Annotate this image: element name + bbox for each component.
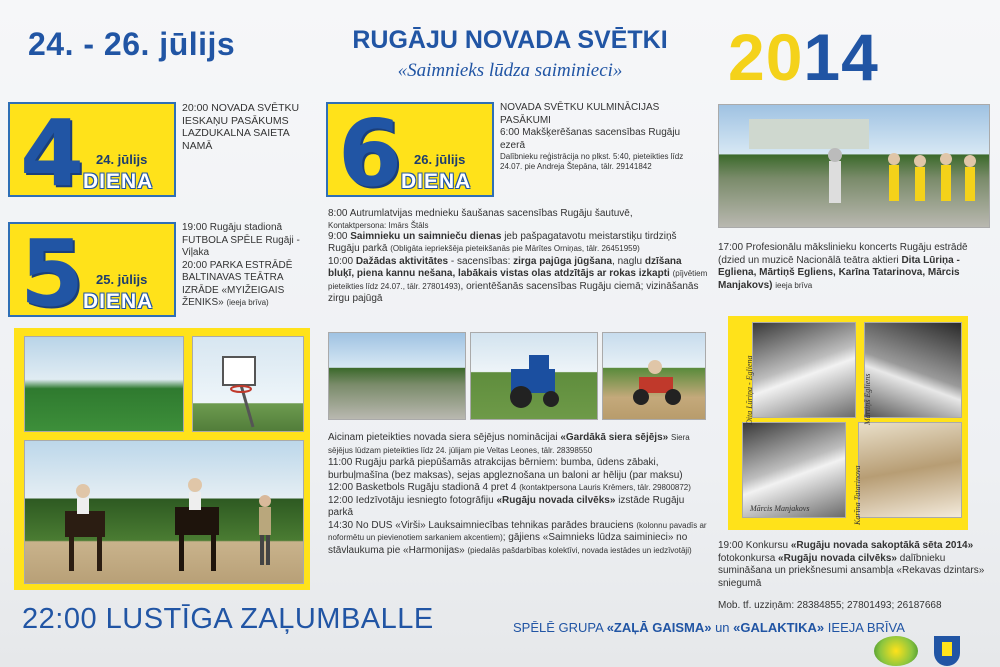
event-concert: 17:00 Profesionālu mākslinieku koncerts Rugāju estrādē xyxy=(718,242,968,253)
tractor-illustration xyxy=(471,333,598,420)
day-5-event xyxy=(182,222,317,310)
horses-illustration xyxy=(25,441,304,584)
event-contest xyxy=(718,540,990,590)
event-concert-details xyxy=(718,255,990,293)
day-6-label: DIENA xyxy=(401,170,472,193)
dance-headline: 22:00 LUSTĪGA ZAĻUMBALLE xyxy=(22,603,434,635)
middle-events-1 xyxy=(328,208,710,306)
basketball-hoop-icon xyxy=(193,337,304,432)
event-activities-text-3: , orientēšanās sacensības Rugāju ciemā; vizināšanās zirgu pajūgā xyxy=(328,280,699,304)
festival-subtitle: «Saimnieks lūdza saiminieci» xyxy=(397,60,623,81)
band-zala-gaisma: «ZAĻĀ GAISMA» xyxy=(606,620,712,635)
caption-dita: Dita Lūriņa - Egliena xyxy=(745,355,754,425)
day-6-date: 26. jūlijs xyxy=(414,152,466,167)
event-contest-mid: fotokonkursa xyxy=(718,552,776,564)
event-hunting-text: 8:00 Autrumlatvijas mednieku šaušanas sacensības Rugāju šautuvē, xyxy=(328,208,633,219)
event-basketball-note: (kontaktpersona Lauris Krēmers, tālr. 29800872) xyxy=(519,483,691,492)
crowd-illustration xyxy=(719,105,990,228)
day-5-theatre xyxy=(182,260,317,310)
event-photo-rest: izstāde Rugāju parkā xyxy=(328,494,685,518)
event-photo-text: 12:00 Iedzīvotāju iesniegto fotogrāfiju xyxy=(328,494,494,506)
caption-martins: Mārtiņš Egliens xyxy=(863,373,872,425)
day-6-badge xyxy=(326,102,494,197)
portrait-martins xyxy=(864,322,962,418)
event-parade-note-2: (piedalās pašdarbības kolektīvi, novada iestādes un iedzīvotāji) xyxy=(467,545,692,555)
day-5-theatre-text: 20:00 PARKA ESTRĀDĒ BALTINAVAS TEĀTRA IZRĀDE «MYIŽEIGAIS ŽENIKS» xyxy=(182,259,293,308)
event-contest-title-2: «Rugāju novada cilvēks» xyxy=(778,552,897,564)
photo-horse-riders xyxy=(24,440,304,584)
event-parade-rest: ; gājiens «Saimnieks lūdza saiminieci» no stāvlaukuma pie «Harmonijas» xyxy=(328,532,688,556)
day-5-label: DIENA xyxy=(83,290,154,313)
dance-entry-free: IEEJA BRĪVA xyxy=(827,620,905,635)
event-activities-title: Dažādas aktivitātes xyxy=(355,255,449,267)
event-activities-text-2: , naglu xyxy=(612,255,643,267)
right-events-1 xyxy=(718,242,990,292)
coat-of-arms-shape xyxy=(934,636,960,666)
event-cheese-title: «Gardākā siera sējējs» xyxy=(560,432,669,443)
event-hunting xyxy=(328,208,710,221)
event-market-note: (Obligāta iepriekšēja pieteikšanās pie Mārītes Orniņas, tālr. 26451959) xyxy=(390,244,640,253)
caption-marcis: Mārcis Manjakovs xyxy=(750,504,810,513)
event-activities-bold-2: zirga pajūga jūgšana xyxy=(513,255,613,267)
day-6-fishing-note: Dalībnieku reģistrācija no plkst. 5:40, pieteikties līdz 24.07. pie Andreja Štepāna, tālr. 29141842 xyxy=(500,152,684,171)
event-parade xyxy=(328,520,710,558)
day-4-number: 4 xyxy=(20,102,81,197)
event-market-time: 9:00 xyxy=(328,230,348,242)
photo-sports-field xyxy=(24,336,184,432)
festival-dates: 24. - 26. jūlijs xyxy=(28,26,236,62)
event-photo-title: «Rugāju novada cilvēks» xyxy=(496,494,616,506)
event-cheese xyxy=(328,432,710,457)
band-galaktika: «GALAKTIKA» xyxy=(733,620,825,635)
day-5-football: 19:00 Rugāju stadionā FUTBOLA SPĒLE Rugāji - Viļaka xyxy=(182,222,300,258)
portrait-karina xyxy=(858,422,962,518)
photo-market-crowd xyxy=(328,332,466,420)
photo-quad-bike xyxy=(602,332,706,420)
event-basketball-text: 12:00 Basketbols Rugāju stadionā 4 pret 4 xyxy=(328,482,517,493)
event-activities-time: 10:00 xyxy=(328,255,354,267)
event-concert-actors: Dita Lūriņa - Egliena, Mārtiņš Egliens, Karīna Tatarinova, Mārcis Manjakovs) xyxy=(718,254,960,291)
day-6-number: 6 xyxy=(338,102,399,197)
municipality-logo xyxy=(874,636,918,666)
quad-illustration xyxy=(603,333,706,420)
year-part-2: 14 xyxy=(803,20,879,94)
event-concert-note: ieeja brīva xyxy=(775,280,813,290)
right-events-2 xyxy=(718,540,990,590)
event-inflatables: 11:00 Rugāju parkā piepūšamās atrakcijas bērniem: bumba, ūdens zābaki, burbuļmašīna (bez maksas), sejas apgleznošana un baloni ar hēliju (par maksu) xyxy=(328,457,683,481)
day-6-events xyxy=(500,102,706,172)
event-market-text: jeb pašpagatavotu meistarstiķu tirdziņš Rugāju parkā xyxy=(328,230,677,254)
event-photo-exhibition xyxy=(328,495,710,520)
middle-events-2 xyxy=(328,432,710,557)
event-cheese-text: Aicinam pieteikties novada siera sējējus nominācijai xyxy=(328,432,558,443)
day-4-event: 20:00 NOVADA SVĒTKU IESKAŅU PASĀKUMS LAZDUKALNA SAIETA NAMĀ xyxy=(182,102,300,152)
event-activities-bold-3: dzīšana bluķī, piena kannu nešana, labākais vistas olas atdzītājs ar rokas izkapti xyxy=(328,255,682,279)
contact-phones: Mob. tf. uzziņām: 28384855; 27801493; 26187668 xyxy=(718,600,942,611)
event-basketball xyxy=(328,482,710,495)
day-5-badge xyxy=(8,222,176,317)
dance-bands-pre: SPĒLĒ GRUPA xyxy=(513,620,604,635)
event-contest-rest: dalībnieku sumināšana un priekšnesumi ansambļa «Rekavas dzintars» sniegumā xyxy=(718,552,985,589)
event-parade-note: (kolonnu pavadīs ar noformētu un pievienotiem sarkaniem akcentiem) xyxy=(328,520,707,542)
day-6-fishing: 6:00 Makšķerēšanas sacensības Rugāju ezerā xyxy=(500,127,681,151)
portrait-dita xyxy=(752,322,856,418)
festival-title: RUGĀJU NOVADA SVĒTKI xyxy=(352,26,668,54)
event-market xyxy=(328,231,710,256)
dance-bands xyxy=(513,620,905,635)
event-cheese-note: Siera sējējus lūdzam pieteikties līdz 24. jūlijam pie Veltas Leones, tālr. 28398550 xyxy=(328,433,690,455)
event-parade-text: 14:30 No DUS «Virši» Lauksaimniecības tehnikas parādes brauciens xyxy=(328,519,634,531)
year-part-1: 20 xyxy=(728,20,804,94)
dance-bands-mid: un xyxy=(715,620,730,635)
photo-tractor xyxy=(470,332,598,420)
photo-festival-crowd xyxy=(718,104,990,228)
day-5-theatre-note: (ieeja brīva) xyxy=(226,298,269,307)
event-concert-text: (dzied un muzicē Nacionālā teātra aktieri xyxy=(718,254,899,266)
day-4-date: 24. jūlijs xyxy=(96,152,148,167)
day-4-badge xyxy=(8,102,176,197)
event-activities xyxy=(328,256,710,306)
day-4-label: DIENA xyxy=(83,170,154,193)
photo-basketball-hoop xyxy=(192,336,304,432)
event-activities-text-1: - sacensības: xyxy=(450,255,511,267)
event-hunting-note: Kontaktpersona: Imārs Štāls xyxy=(328,220,429,230)
event-contest-text: 19:00 Konkursu xyxy=(718,540,789,551)
day-5-date: 25. jūlijs xyxy=(96,272,148,287)
coat-of-arms-icon xyxy=(934,636,960,666)
caption-karina: Karīna Tatarinova xyxy=(853,465,862,525)
event-activities-note: (pījvētiem pieteikties līdz 24.07., tālr. 27801493) xyxy=(328,269,708,291)
day-5-number: 5 xyxy=(20,222,81,317)
event-market-title: Saimnieku un saimnieču dienas xyxy=(350,230,502,242)
day-6-head: NOVADA SVĒTKU KULMINĀCIJAS PASĀKUMI xyxy=(500,102,660,126)
festival-year xyxy=(728,20,879,94)
event-contest-title-1: «Rugāju novada sakoptākā sēta 2014» xyxy=(790,540,974,551)
